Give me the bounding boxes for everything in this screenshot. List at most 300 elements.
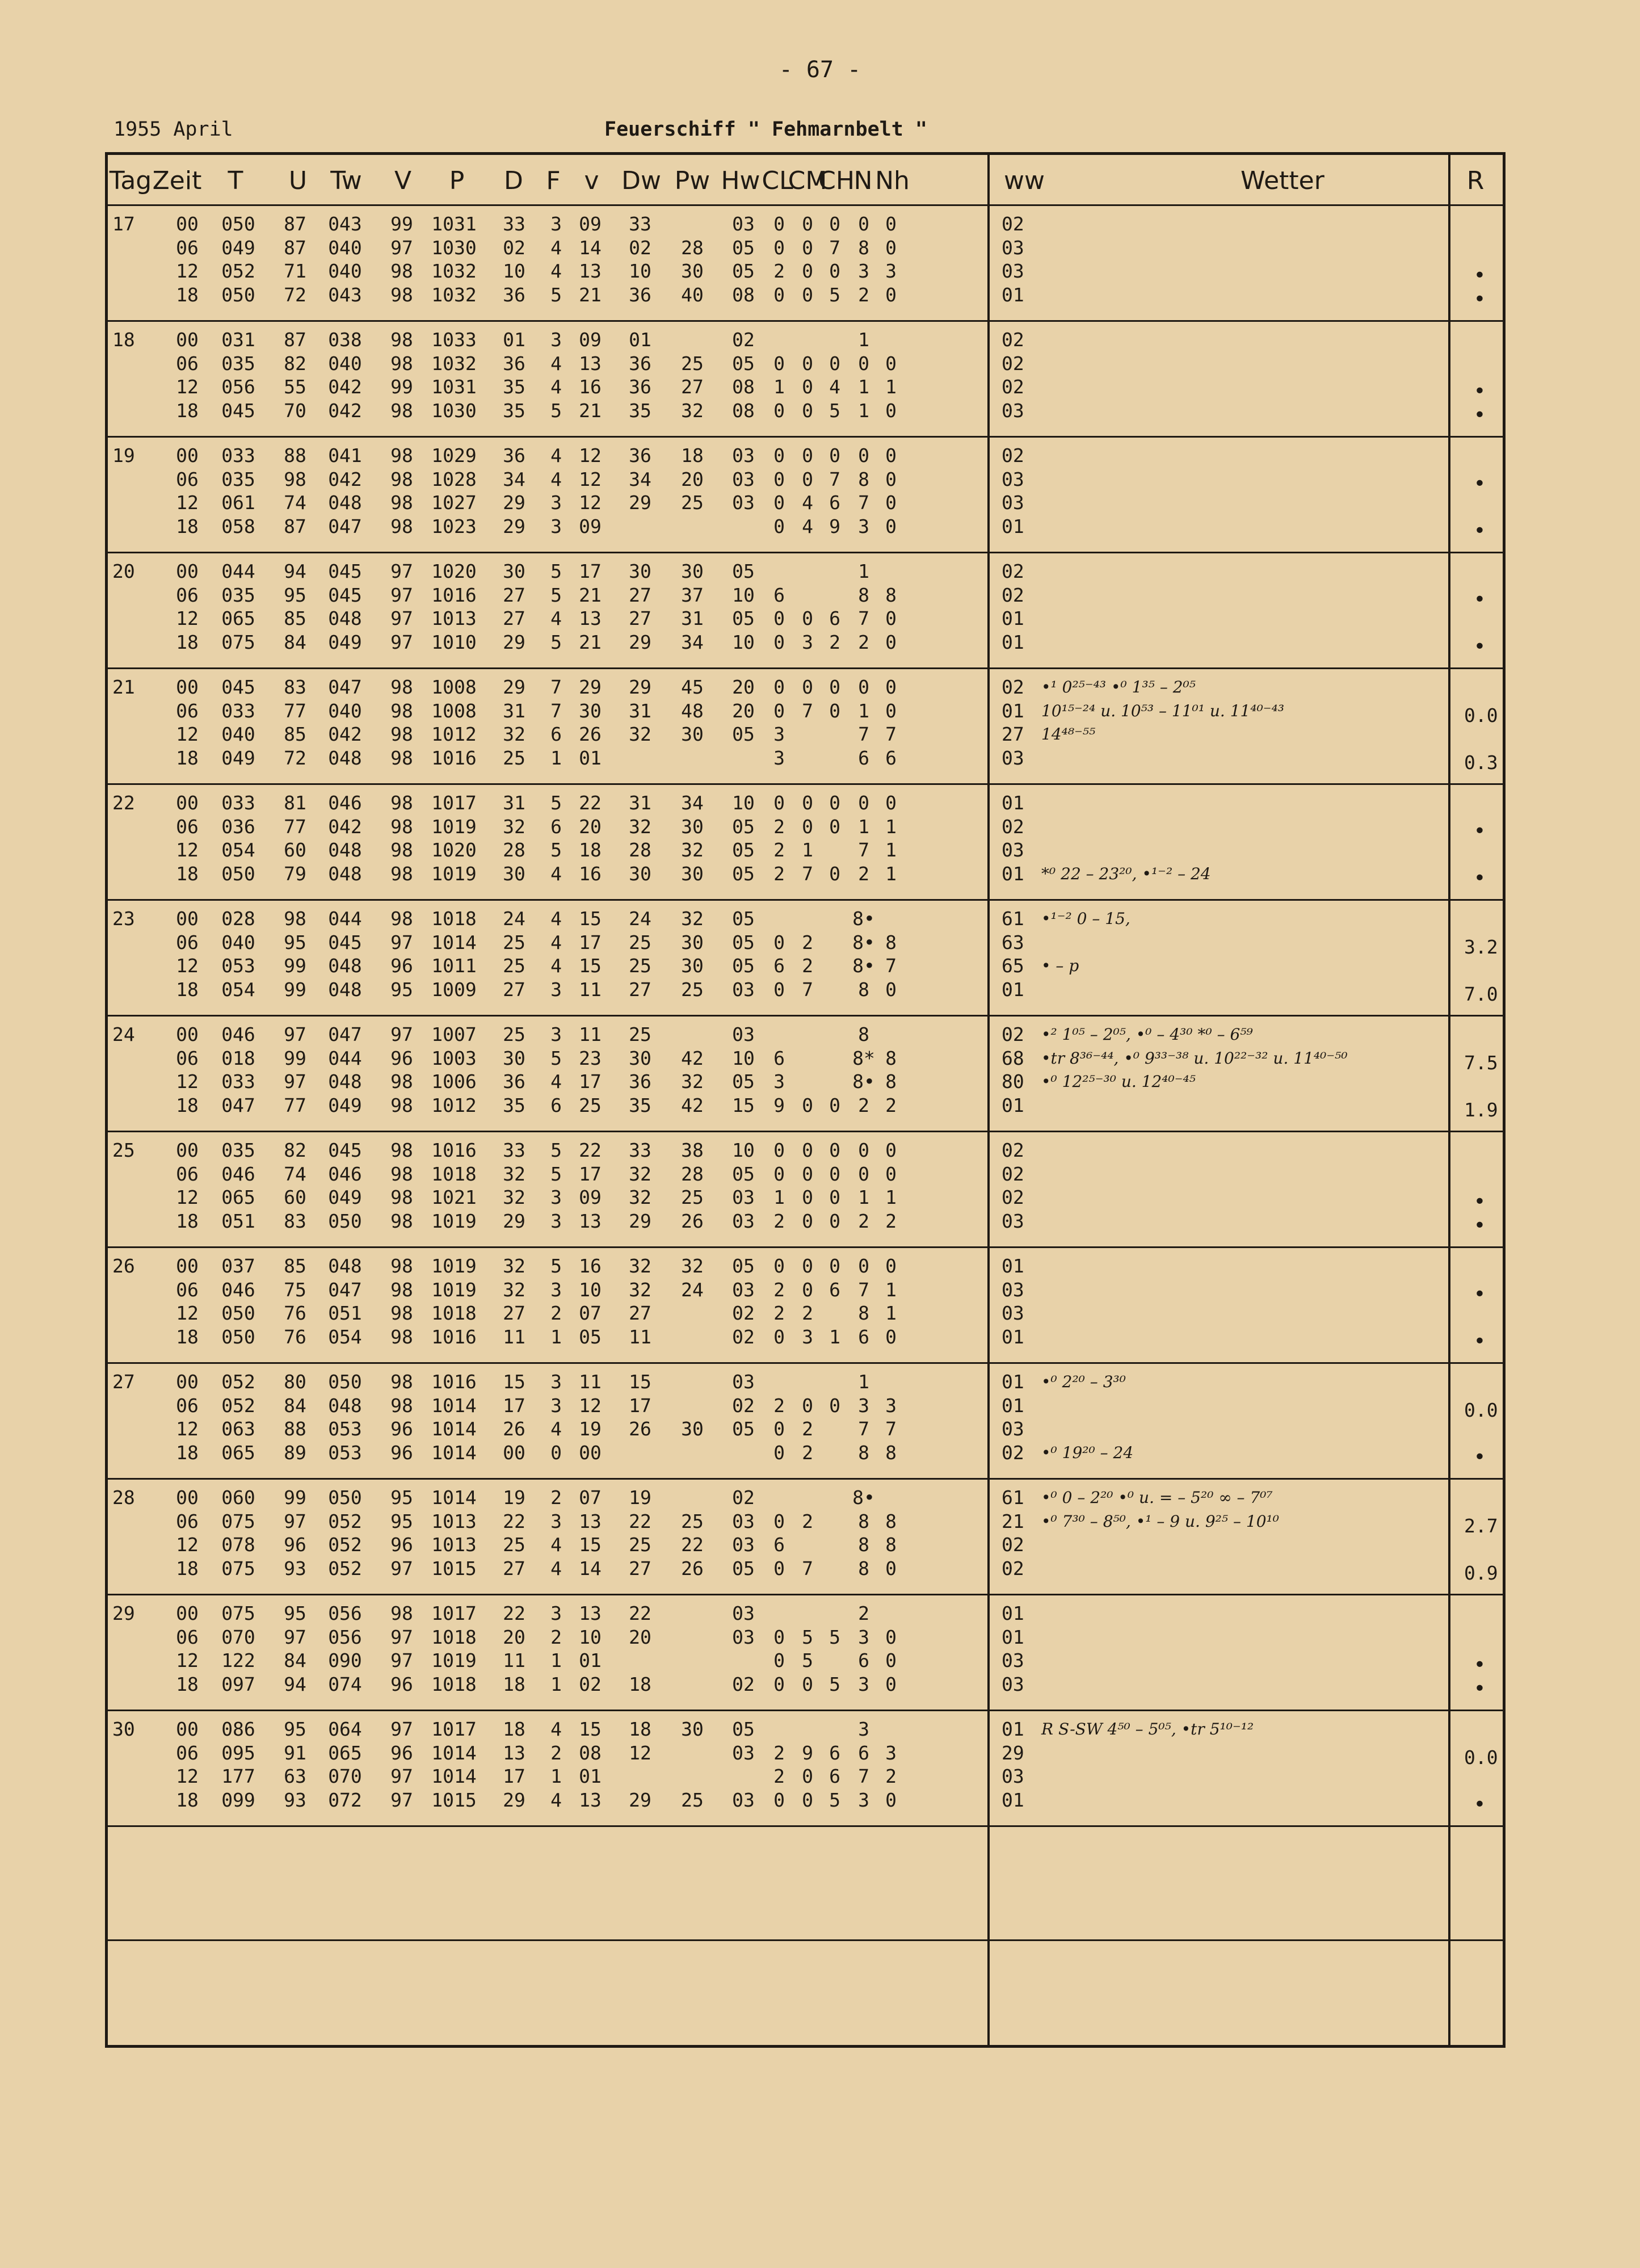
column-header-hw: Hw: [721, 166, 760, 195]
cell-u: 76: [284, 1302, 306, 1324]
cell-r: 0.0: [1464, 1746, 1498, 1769]
cell-ww: 03: [1002, 746, 1024, 769]
cell-zeit: 18: [176, 978, 199, 1001]
cell-vv: 12: [579, 492, 602, 514]
cell-dw: 32: [629, 815, 651, 838]
cell-cm: 0: [802, 676, 813, 698]
cell-v: 98: [390, 352, 413, 375]
day-number: 18: [112, 329, 135, 351]
cell-vv: 21: [579, 631, 602, 653]
cell-ww: 01: [1002, 1371, 1024, 1393]
cell-zeit: 00: [176, 1255, 199, 1277]
column-header-p: P: [449, 166, 465, 195]
cell-v: 98: [390, 1278, 413, 1301]
cell-tw: 040: [328, 352, 362, 375]
cell-ch: 0: [829, 260, 840, 282]
cell-hw: 10: [732, 631, 755, 653]
column-header-pw: Pw: [674, 166, 710, 195]
cell-cl: 6: [773, 583, 785, 606]
day-number: 17: [112, 213, 135, 235]
cell-dw: 26: [629, 1418, 651, 1440]
cell-f: 3: [550, 515, 562, 537]
cell-nh: 8: [885, 1441, 897, 1464]
cell-ch: 5: [829, 1673, 840, 1695]
cell-p: 1031: [431, 376, 477, 398]
cell-f: 1: [550, 1765, 562, 1787]
cell-ww: 01: [1002, 1394, 1024, 1417]
cell-v: 98: [390, 1394, 413, 1417]
cell-hw: 05: [732, 908, 755, 930]
cell-tw: 053: [328, 1418, 362, 1440]
cell-ww: 65: [1002, 955, 1024, 977]
cell-cm: 4: [802, 492, 813, 514]
cell-p: 1011: [431, 955, 477, 977]
cell-t: 095: [221, 1741, 255, 1764]
cell-cm: 0: [802, 1094, 813, 1116]
cell-tw: 048: [328, 1070, 362, 1093]
cell-t: 046: [221, 1162, 255, 1185]
cell-u: 87: [284, 329, 306, 351]
cell-n: 1: [858, 815, 869, 838]
cell-d: 32: [503, 723, 525, 745]
cell-hw: 03: [732, 1186, 755, 1208]
cell-u: 91: [284, 1741, 306, 1764]
cell-d: 00: [503, 1441, 525, 1464]
day-divider: [108, 1131, 1503, 1132]
cell-v: 98: [390, 908, 413, 930]
cell-pw: 30: [681, 931, 704, 954]
cell-ch: 5: [829, 1788, 840, 1811]
cell-pw: 28: [681, 1162, 704, 1185]
cell-zeit: 00: [176, 1139, 199, 1161]
cell-dw: 36: [629, 444, 651, 467]
cell-tw: 044: [328, 1047, 362, 1069]
cell-d: 15: [503, 1371, 525, 1393]
cell-u: 88: [284, 1418, 306, 1440]
cell-d: 30: [503, 1047, 525, 1069]
cell-nh: 0: [885, 444, 897, 467]
cell-cl: 0: [773, 352, 785, 375]
cell-u: 74: [284, 492, 306, 514]
cell-r: 7.0: [1464, 982, 1498, 1005]
column-header-f: F: [546, 166, 561, 195]
cell-v: 96: [390, 1673, 413, 1695]
cell-hw: 05: [732, 1255, 755, 1277]
cell-ww: 03: [1002, 1649, 1024, 1671]
cell-cl: 0: [773, 1649, 785, 1671]
cell-d: 29: [503, 676, 525, 698]
cell-r: •: [1473, 866, 1486, 890]
cell-vv: 13: [579, 1510, 602, 1532]
cell-n: 6: [858, 1325, 869, 1348]
cell-n: 7: [858, 1418, 869, 1440]
cell-f: 3: [550, 1186, 562, 1208]
day-number: 30: [112, 1718, 135, 1740]
cell-vv: 22: [579, 1139, 602, 1161]
column-header-ww: ww: [1004, 166, 1045, 195]
cell-d: 33: [503, 1139, 525, 1161]
cell-p: 1016: [431, 583, 477, 606]
cell-cm: 0: [802, 1162, 813, 1185]
cell-hw: 05: [732, 815, 755, 838]
cell-p: 1028: [431, 468, 477, 490]
cell-n: 1: [858, 560, 869, 582]
cell-u: 97: [284, 1510, 306, 1532]
cell-v: 97: [390, 931, 413, 954]
cell-v: 98: [390, 1186, 413, 1208]
cell-v: 96: [390, 1534, 413, 1556]
cell-tw: 064: [328, 1718, 362, 1740]
empty-row-divider: [108, 1939, 1503, 1941]
cell-vv: 17: [579, 1162, 602, 1185]
cell-f: 5: [550, 792, 562, 814]
cell-wetter: *⁰ 22 – 23²⁰, •¹⁻² – 24: [1041, 864, 1211, 883]
cell-tw: 045: [328, 931, 362, 954]
cell-p: 1008: [431, 699, 477, 722]
cell-p: 1006: [431, 1070, 477, 1093]
cell-t: 097: [221, 1673, 255, 1695]
cell-zeit: 12: [176, 839, 199, 861]
cell-n: 1: [858, 329, 869, 351]
cell-vv: 15: [579, 1718, 602, 1740]
cell-zeit: 06: [176, 1047, 199, 1069]
cell-p: 1018: [431, 908, 477, 930]
cell-u: 87: [284, 515, 306, 537]
cell-n: 3: [858, 1394, 869, 1417]
cell-tw: 042: [328, 376, 362, 398]
cell-p: 1032: [431, 260, 477, 282]
cell-wetter: 10¹⁵⁻²⁴ u. 10⁵³ – 11⁰¹ u. 11⁴⁰⁻⁴³: [1041, 701, 1285, 720]
cell-t: 054: [221, 978, 255, 1001]
cell-f: 0: [550, 1441, 562, 1464]
cell-r: 1.9: [1464, 1098, 1498, 1121]
cell-f: 5: [550, 839, 562, 861]
cell-dw: 30: [629, 1047, 651, 1069]
cell-p: 1019: [431, 1255, 477, 1277]
cell-ww: 02: [1002, 1023, 1024, 1045]
cell-dw: 15: [629, 1371, 651, 1393]
cell-tw: 052: [328, 1534, 362, 1556]
cell-vv: 19: [579, 1418, 602, 1440]
cell-pw: 25: [681, 1186, 704, 1208]
cell-n: 2: [858, 1602, 869, 1624]
cell-cl: 2: [773, 1209, 785, 1232]
cell-cl: 0: [773, 515, 785, 537]
cell-vv: 17: [579, 1070, 602, 1093]
cell-d: 22: [503, 1602, 525, 1624]
cell-n: 8: [858, 1510, 869, 1532]
cell-p: 1016: [431, 746, 477, 769]
cell-u: 95: [284, 931, 306, 954]
cell-p: 1030: [431, 399, 477, 422]
cell-zeit: 12: [176, 1534, 199, 1556]
cell-n: 8: [858, 236, 869, 259]
column-header-r: R: [1466, 166, 1485, 195]
cell-t: 065: [221, 1441, 255, 1464]
cell-dw: 34: [629, 468, 651, 490]
cell-hw: 08: [732, 376, 755, 398]
cell-cm: 0: [802, 1394, 813, 1417]
cell-hw: 08: [732, 283, 755, 306]
cell-v: 95: [390, 1486, 413, 1509]
cell-hw: 20: [732, 699, 755, 722]
cell-nh: 0: [885, 607, 897, 629]
cell-f: 4: [550, 260, 562, 282]
cell-dw: 35: [629, 1094, 651, 1116]
cell-u: 83: [284, 1209, 306, 1232]
cell-d: 24: [503, 908, 525, 930]
cell-t: 054: [221, 839, 255, 861]
cell-p: 1032: [431, 283, 477, 306]
cell-v: 97: [390, 1788, 413, 1811]
column-header-t: T: [228, 166, 243, 195]
cell-nh: 0: [885, 352, 897, 375]
cell-tw: 050: [328, 1486, 362, 1509]
cell-zeit: 00: [176, 1486, 199, 1509]
cell-cm: 0: [802, 283, 813, 306]
cell-vv: 17: [579, 560, 602, 582]
cell-dw: 02: [629, 236, 651, 259]
cell-pw: 30: [681, 560, 704, 582]
cell-t: 046: [221, 1278, 255, 1301]
cell-v: 97: [390, 1649, 413, 1671]
cell-ww: 03: [1002, 1278, 1024, 1301]
cell-f: 4: [550, 1070, 562, 1093]
cell-t: 065: [221, 1186, 255, 1208]
cell-zeit: 12: [176, 376, 199, 398]
cell-ch: 0: [829, 792, 840, 814]
cell-dw: 25: [629, 1023, 651, 1045]
cell-dw: 29: [629, 1788, 651, 1811]
cell-vv: 11: [579, 1371, 602, 1393]
column-header-zeit: Zeit: [152, 166, 202, 195]
cell-hw: 02: [732, 329, 755, 351]
cell-nh: 2: [885, 1094, 897, 1116]
cell-zeit: 00: [176, 329, 199, 351]
cell-p: 1023: [431, 515, 477, 537]
cell-zeit: 00: [176, 1023, 199, 1045]
cell-t: 065: [221, 607, 255, 629]
cell-ww: 03: [1002, 1765, 1024, 1787]
cell-p: 1012: [431, 723, 477, 745]
cell-ww: 02: [1002, 213, 1024, 235]
cell-vv: 15: [579, 955, 602, 977]
cell-t: 075: [221, 1602, 255, 1624]
cell-d: 17: [503, 1765, 525, 1787]
cell-p: 1014: [431, 1741, 477, 1764]
cell-cm: 3: [802, 631, 813, 653]
cell-d: 26: [503, 1418, 525, 1440]
cell-u: 89: [284, 1441, 306, 1464]
cell-n: 0: [858, 1139, 869, 1161]
cell-ww: 02: [1002, 1534, 1024, 1556]
cell-cl: 0: [773, 1162, 785, 1185]
cell-hw: 03: [732, 1023, 755, 1045]
day-divider: [108, 899, 1503, 901]
cell-t: 040: [221, 931, 255, 954]
cell-hw: 03: [732, 1534, 755, 1556]
cell-u: 72: [284, 283, 306, 306]
cell-dw: 33: [629, 213, 651, 235]
cell-hw: 03: [732, 213, 755, 235]
cell-d: 35: [503, 399, 525, 422]
cell-n: 7: [858, 492, 869, 514]
cell-v: 98: [390, 792, 413, 814]
cell-f: 6: [550, 815, 562, 838]
cell-f: 7: [550, 676, 562, 698]
cell-cl: 0: [773, 792, 785, 814]
cell-dw: 32: [629, 1255, 651, 1277]
cell-ch: 0: [829, 1094, 840, 1116]
cell-p: 1021: [431, 1186, 477, 1208]
cell-p: 1017: [431, 1602, 477, 1624]
cell-p: 1020: [431, 560, 477, 582]
cell-pw: 32: [681, 839, 704, 861]
cell-tw: 041: [328, 444, 362, 467]
cell-cm: 2: [802, 1302, 813, 1324]
cell-f: 5: [550, 1047, 562, 1069]
cell-vv: 22: [579, 792, 602, 814]
cell-d: 33: [503, 213, 525, 235]
cell-hw: 05: [732, 260, 755, 282]
cell-n: 2: [858, 1094, 869, 1116]
cell-cm: 7: [802, 699, 813, 722]
cell-p: 1013: [431, 1534, 477, 1556]
cell-hw: 05: [732, 839, 755, 861]
cell-r: 3.2: [1464, 935, 1498, 958]
cell-v: 97: [390, 583, 413, 606]
cell-cl: 3: [773, 746, 785, 769]
cell-tw: 072: [328, 1788, 362, 1811]
cell-vv: 09: [579, 329, 602, 351]
cell-cl: 2: [773, 1741, 785, 1764]
cell-pw: 24: [681, 1278, 704, 1301]
cell-f: 4: [550, 955, 562, 977]
cell-dw: 31: [629, 792, 651, 814]
cell-n: 0: [858, 1162, 869, 1185]
cell-cl: 0: [773, 1673, 785, 1695]
cell-t: 056: [221, 376, 255, 398]
cell-u: 95: [284, 583, 306, 606]
cell-f: 4: [550, 444, 562, 467]
cell-ch: 7: [829, 236, 840, 259]
cell-u: 82: [284, 352, 306, 375]
cell-zeit: 06: [176, 468, 199, 490]
cell-dw: 36: [629, 352, 651, 375]
cell-d: 27: [503, 978, 525, 1001]
cell-zeit: 18: [176, 515, 199, 537]
cell-nh: 1: [885, 1278, 897, 1301]
cell-n: 8: [858, 1557, 869, 1580]
cell-n: 2: [858, 283, 869, 306]
cell-cl: 0: [773, 1788, 785, 1811]
cell-u: 82: [284, 1139, 306, 1161]
cell-r: •: [1473, 1653, 1486, 1677]
cell-tw: 074: [328, 1673, 362, 1695]
cell-dw: 27: [629, 1557, 651, 1580]
cell-nh: 1: [885, 839, 897, 861]
cell-t: 049: [221, 746, 255, 769]
cell-u: 55: [284, 376, 306, 398]
day-number: 19: [112, 444, 135, 467]
cell-cl: 0: [773, 1139, 785, 1161]
cell-tw: 042: [328, 399, 362, 422]
cell-zeit: 18: [176, 1673, 199, 1695]
cell-v: 98: [390, 699, 413, 722]
cell-f: 3: [550, 1394, 562, 1417]
day-number: 28: [112, 1486, 135, 1509]
cell-u: 84: [284, 631, 306, 653]
cell-r: 0.9: [1464, 1561, 1498, 1584]
cell-wetter: •¹ 0²⁵⁻⁴³ •⁰ 1³⁵ – 2⁰⁵: [1041, 678, 1196, 696]
cell-r: •: [1473, 587, 1486, 611]
cell-t: 033: [221, 1070, 255, 1093]
cell-f: 6: [550, 723, 562, 745]
cell-cl: 0: [773, 1441, 785, 1464]
cell-d: 31: [503, 792, 525, 814]
cell-tw: 046: [328, 792, 362, 814]
cell-d: 18: [503, 1673, 525, 1695]
cell-n: 6: [858, 746, 869, 769]
cell-f: 2: [550, 1486, 562, 1509]
cell-hw: 05: [732, 607, 755, 629]
cell-nh: 0: [885, 399, 897, 422]
cell-p: 1018: [431, 1626, 477, 1648]
cell-hw: 03: [732, 492, 755, 514]
cell-nh: 0: [885, 1673, 897, 1695]
cell-nh: 0: [885, 515, 897, 537]
cell-cm: 0: [802, 1788, 813, 1811]
day-number: 22: [112, 792, 135, 814]
cell-ww: 02: [1002, 676, 1024, 698]
cell-zeit: 06: [176, 236, 199, 259]
cell-dw: 22: [629, 1510, 651, 1532]
cell-tw: 048: [328, 607, 362, 629]
cell-v: 98: [390, 1139, 413, 1161]
cell-cl: 0: [773, 676, 785, 698]
cell-d: 34: [503, 468, 525, 490]
cell-r: 0.0: [1464, 704, 1498, 726]
cell-cm: 0: [802, 1255, 813, 1277]
cell-ww: 03: [1002, 839, 1024, 861]
cell-nh: 8: [885, 1510, 897, 1532]
cell-t: 046: [221, 1023, 255, 1045]
cell-zeit: 06: [176, 1510, 199, 1532]
cell-hw: 02: [732, 1673, 755, 1695]
cell-hw: 10: [732, 583, 755, 606]
cell-vv: 26: [579, 723, 602, 745]
cell-r: 7.5: [1464, 1051, 1498, 1074]
cell-hw: 15: [732, 1094, 755, 1116]
cell-nh: 8: [885, 1534, 897, 1556]
cell-vv: 25: [579, 1094, 602, 1116]
day-number: 20: [112, 560, 135, 582]
cell-v: 98: [390, 746, 413, 769]
cell-nh: 1: [885, 815, 897, 838]
cell-hw: 03: [732, 468, 755, 490]
cell-d: 32: [503, 1255, 525, 1277]
cell-vv: 13: [579, 607, 602, 629]
cell-pw: 30: [681, 723, 704, 745]
cell-cl: 0: [773, 444, 785, 467]
cell-zeit: 12: [176, 1649, 199, 1671]
cell-v: 98: [390, 1302, 413, 1324]
cell-n: 7: [858, 839, 869, 861]
cell-nh: 7: [885, 955, 897, 977]
cell-f: 4: [550, 1418, 562, 1440]
day-divider: [108, 436, 1503, 438]
cell-f: 4: [550, 607, 562, 629]
